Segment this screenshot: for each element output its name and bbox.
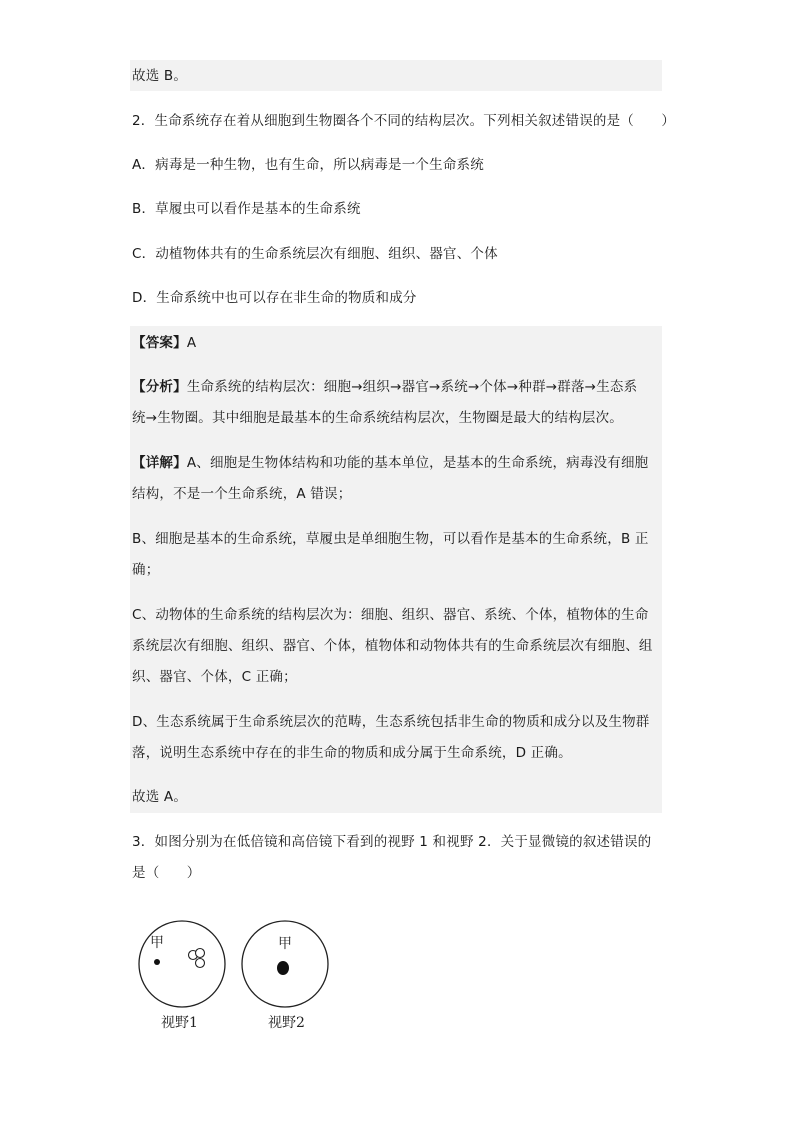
detail-text-c-2: 系统层次有细胞、组织、器官、个体，植物体和动物体共有的生命系统层次有细胞、组	[132, 638, 653, 654]
question-2-stem: 2．生命系统存在着从细胞到生物圈各个不同的结构层次。下列相关叙述错误的是（ ）	[132, 113, 676, 129]
detail-text-a-2: 结构，不是一个生命系统，A 错误；	[132, 486, 352, 502]
analysis-line-2: 统→生物圈。其中细胞是最基本的生命系统结构层次，生物圈是最大的结构层次。	[132, 410, 624, 426]
view-1-circle	[139, 921, 225, 1007]
view-1-cell-b	[196, 949, 205, 958]
answer-tag: 【答案】	[132, 335, 187, 351]
analysis-text-1: 生命系统的结构层次：细胞→组织→器官→系统→个体→种群→群落→生态系	[186, 379, 638, 395]
prev-answer-conclusion: 故选 B。	[132, 68, 188, 84]
view-2-label: 视野2	[268, 1015, 305, 1031]
detail-text-c-1: C、动物体的生命系统的结构层次为：细胞、组织、器官、系统、个体，植物体的生命	[132, 607, 649, 623]
question-2-conclusion: 故选 A。	[132, 789, 188, 805]
view-1-cell-c	[196, 959, 205, 968]
detail-line-1	[132, 453, 648, 473]
question-3-stem-2: 是（ ）	[132, 865, 201, 881]
detail-text-b-2: 确；	[132, 562, 160, 578]
question-3-stem-1: 3．如图分别为在低倍镜和高倍镜下看到的视野 1 和视野 2．关于显微镜的叙述错误的	[132, 834, 652, 850]
microscope-views-figure	[130, 912, 350, 1042]
detail-text-d-2: 落，说明生态系统中存在的非生命的物质和成分属于生命系统，D 正确。	[132, 745, 572, 761]
answer-value: A	[186, 335, 197, 351]
answer-block-shade	[130, 326, 662, 813]
question-2-option-c: C．动植物体共有的生命系统层次有细胞、组织、器官、个体	[132, 246, 498, 262]
question-2-option-b: B．草履虫可以看作是基本的生命系统	[132, 201, 361, 217]
question-2-option-d: D．生命系统中也可以存在非生命的物质和成分	[132, 290, 417, 306]
view-1-object-dot	[154, 959, 160, 965]
view-1-object-label: 甲	[150, 935, 164, 951]
detail-text-b-1: B、细胞是基本的生命系统，草履虫是单细胞生物，可以看作是基本的生命系统，B 正	[132, 531, 649, 547]
view-2-object-label: 甲	[278, 936, 292, 952]
prev-answer-shade	[130, 60, 662, 91]
analysis-line-1	[132, 377, 637, 397]
view-1-label: 视野1	[161, 1015, 198, 1031]
detail-text-d-1: D、生态系统属于生命系统层次的范畴，生态系统包括非生命的物质和成分以及生物群	[132, 714, 650, 730]
analysis-tag: 【分析】	[132, 379, 187, 395]
question-2-option-a: A．病毒是一种生物，也有生命，所以病毒是一个生命系统	[132, 157, 484, 173]
detail-text-c-3: 织、器官、个体，C 正确；	[132, 669, 297, 685]
detail-tag: 【详解】	[132, 455, 187, 471]
answer-line	[132, 333, 196, 353]
view-2-object-dot	[277, 961, 289, 975]
detail-text-a-1: A、细胞是生物体结构和功能的基本单位，是基本的生命系统，病毒没有细胞	[186, 455, 649, 471]
